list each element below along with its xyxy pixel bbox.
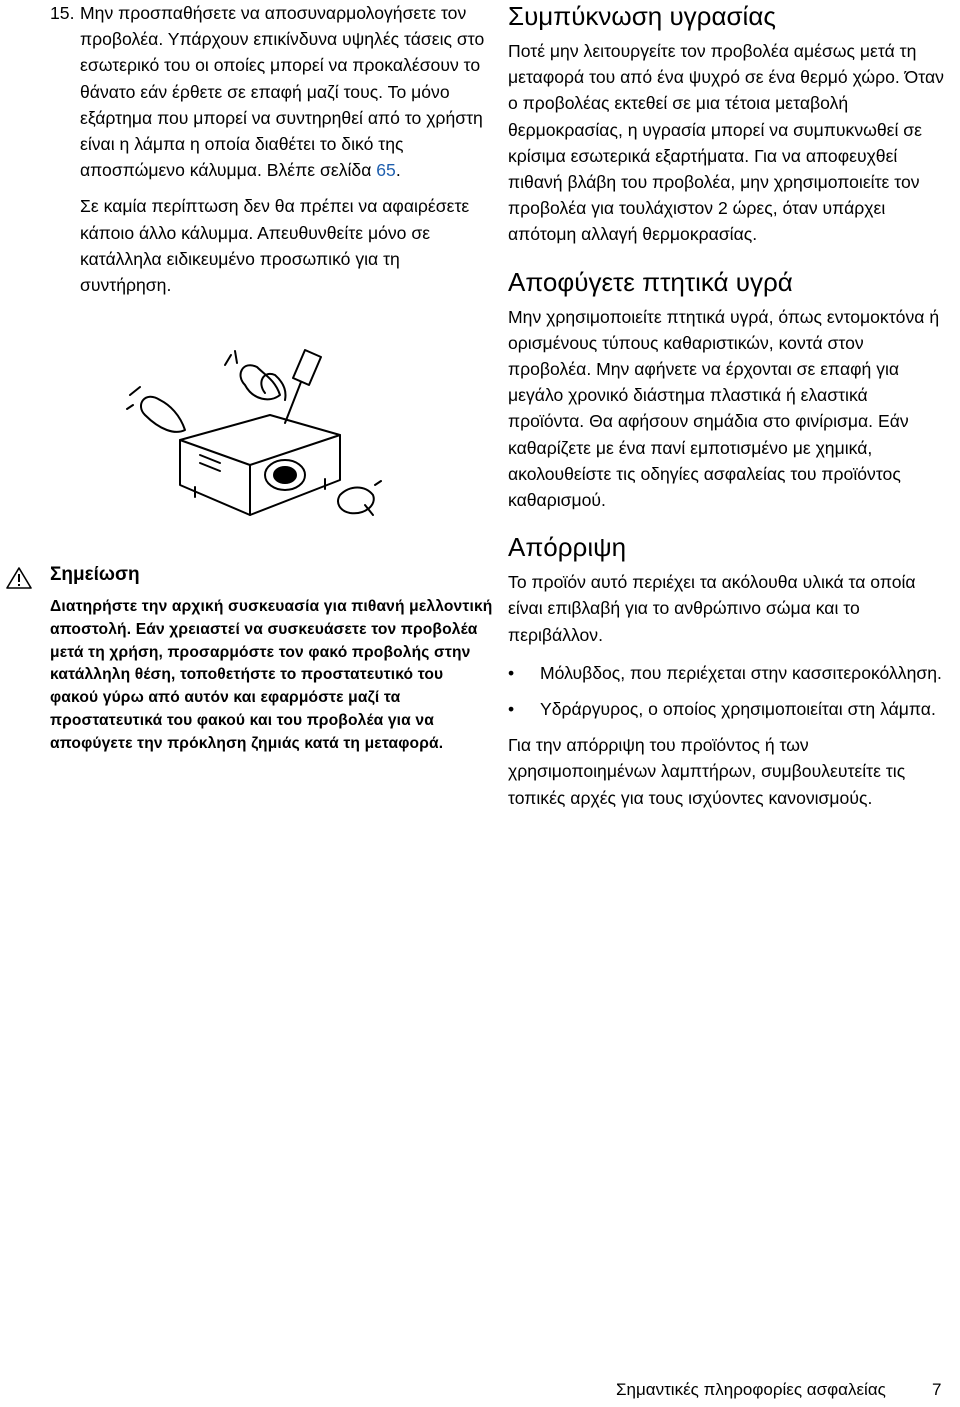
- disposal-intro: Το προϊόν αυτό περιέχει τα ακόλουθα υλικά τα οποία είναι επιβλαβή για το ανθρώπινο σώμα και το περιβάλλον.: [508, 572, 916, 645]
- projector-vent: [200, 455, 220, 471]
- item-text: Μην προσπαθήσετε να αποσυναρμολογήσετε τον προβολέα. Υπάρχουν επικίνδυνα υψηλές τάσεις στο εσωτερικό του οι οποίες μπορεί να προκαλέσουν το θάνατο εάν έρθετε σε επαφή μαζί τους. Το μόνο εξάρτημα που μπορεί να συντηρηθεί από το χρήστη είναι η λάμπα η οποία διαθέτει το δικό της αποσπώμενο κάλυμμα. Βλέπε σελίδα: [80, 3, 485, 181]
- hand-fingers-top-2: [261, 374, 285, 400]
- item-text-end: .: [395, 160, 401, 181]
- projector-top-edge: [180, 435, 340, 465]
- list-item: • Μόλυβδος, που περιέχεται στην κασσιτεροκόλληση.: [508, 660, 948, 686]
- condensation-body: Ποτέ μην λειτουργείτε τον προβολέα αμέσως μετά τη μεταφορά του από ένα ψυχρό σε ένα θερμό χώρο. Όταν ο προβολέας εκτεθεί σε μια τέτοια μεταβολή θερμοκρασίας, η υγρασία μπορεί να συμπυκνωθεί σε κρίσιμα εσωτερικά εξαρτήματα. Για να αποφευχθεί πιθανή βλάβη του προβολέα, μην χρησιμοποιείτε τον προβολέα για τουλάχιστον 2 ώρες, όταν υπάρχει απότομη αλλαγή θερμοκρασίας.: [508, 41, 944, 245]
- hand-left: [141, 397, 185, 432]
- motion-line: [225, 351, 237, 365]
- page-number: 7: [932, 1380, 942, 1399]
- screwdriver-handle: [293, 350, 321, 385]
- footer-section-title: Σημαντικές πληροφορίες ασφαλείας: [616, 1380, 886, 1399]
- left-column: [50, 0, 495, 298]
- volatile-liquids-body: Μην χρησιμοποιείτε πτητικά υγρά, όπως εντομοκτόνα ή ορισμένους τύπους καθαριστικών, κοντά στον προβολέα. Μην αφήνετε να έρχονται σε επαφή για μεγάλο χρονικό διάστημα πλαστικά ή ελαστικά προϊόντα. Θα αφήσουν σημάδια στο φινίρισμα. Εάν καθαρίζετε με ένα πανί εμποτισμένο με χημικά, ακολουθείστε τις οδηγίες ασφαλείας του προϊόντος καθαρισμού.: [508, 306, 940, 511]
- item-paragraph-1: [80, 0, 495, 183]
- heading-condensation: Συμπύκνωση υγρασίας: [508, 1, 776, 31]
- heading-disposal: Απόρριψη: [508, 532, 627, 563]
- item-paragraph-2: Σε καμία περίπτωση δεν θα πρέπει να αφαιρέσετε κάποιο άλλο κάλυμμα. Απευθυνθείτε μόνο σε κατάλληλα ειδικευμένο προσωπικό για τη συντήρηση.: [80, 196, 470, 296]
- screwdriver-shaft: [285, 382, 301, 423]
- disposal-bullet-list: [508, 660, 948, 722]
- warning-triangle-icon: [6, 566, 32, 590]
- warning-strike-line-1: [127, 387, 140, 409]
- hand-fingers-top: [241, 365, 280, 399]
- safety-item-15: [50, 0, 495, 298]
- note-body: Διατηρήστε την αρχική συσκευασία για πιθανή μελλοντική αποστολή. Εάν χρειαστεί να συσκευάσετε τον προβολέα μετά τη χρήση, προσαρμόστε τον φακό προβολής στην κατάλληλη θέση, τοποθετήστε το προστατευτικό του φακού γύρω από αυτόν και εφαρμόστε μαζί τα προστατευτικά του φακού και του προβολέα για να αποφύγετε την πρόκληση ζημιάς κατά τη μεταφορά.: [50, 598, 493, 752]
- page-65-link[interactable]: 65: [376, 160, 396, 181]
- right-column: [508, 0, 948, 811]
- note-title: Σημείωση: [50, 564, 140, 585]
- disposal-outro: Για την απόρριψη του προϊόντος ή των χρησιμοποιημένων λαμπτήρων, συμβουλευτείτε τις τοπικές αρχές για τους ισχύοντες κανονισμούς.: [508, 735, 906, 808]
- heading-volatile-liquids: Αποφύγετε πτητικά υγρά: [508, 266, 793, 297]
- list-item: • Υδράργυρος, ο οποίος χρησιμοποιείται στη λάμπα.: [508, 696, 948, 722]
- projector-disassembly-warning-illustration: [125, 345, 385, 535]
- item-number: 15.: [50, 3, 75, 23]
- projector-lens-inner: [274, 467, 296, 483]
